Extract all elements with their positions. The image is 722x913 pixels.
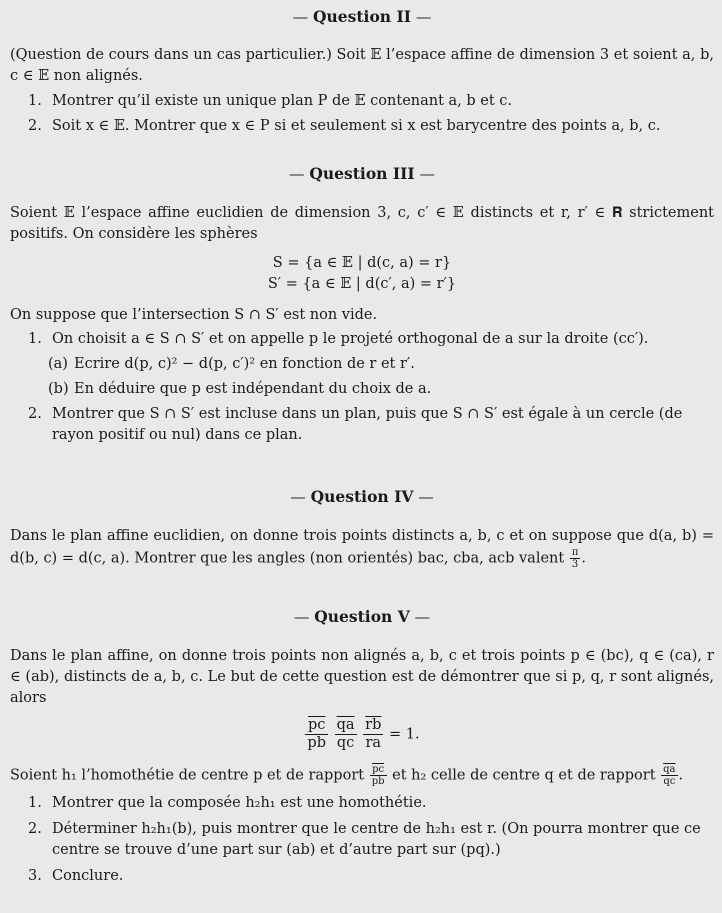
question-5-homotheties: Soient h₁ l’homothétie de centre p et de rapport $\frac{\overline{pc}}{pb}$ et h₂ celle de centre q et de rapport $\frac{\overline{qa}}{qc}$ .: [10, 764, 684, 787]
question-5: [10, 606, 714, 887]
question-5-intro: Dans le plan affine, on donne trois points non alignés a, b, c et trois points p ∈ (bc), q ∈ (ca), r ∈ (ab), distincts de a, b, c. Le but de cette question est de démontrer que si p, q, r sont alignés, alors: [10, 648, 714, 706]
question-4-text: Dans le plan affine euclidien, on donne trois points distincts a, b, c et on suppose que d(a, b) = d(b, c) = d(c, a). Montrer que les angles (non orientés) bac, cba, acb valent $\frac{\pi}{3}$ .: [10, 528, 714, 570]
question-5-list: [10, 793, 714, 887]
question-3: [10, 163, 714, 446]
ratio-pc-pb-small: $\frac{\overline{pc}}{pb}$: [371, 764, 385, 787]
question-4: [10, 486, 714, 570]
list-item: 3. Conclure.: [28, 868, 124, 884]
sub-list: [10, 354, 714, 400]
list-item: 2. Déterminer h₂h₁(b), puis montrer que le centre de h₂h₁ est r. (On pourra montrer que ce centre se trouve d’une part sur (ab) et d’autre part sur (pq).): [28, 821, 701, 858]
list-item: 2. Soit x ∈ 𝔼. Montrer que x ∈ P si et seulement si x est barycentre des points a, b, c.: [28, 118, 661, 134]
sub-list-item: (b) En déduire que p est indépendant du choix de a.: [48, 381, 432, 397]
question-2-intro: (Question de cours dans un cas particulier.) Soit 𝔼 l’espace affine de dimension 3 et soient a, b, c ∈ 𝔼 non alignés.: [10, 47, 714, 84]
ratio-pc-pb: $\frac{\overline{pc}}{pb}$: [307, 717, 326, 751]
list-item: 1. Montrer qu’il existe un unique plan P de 𝔼 contenant a, b et c.: [28, 93, 513, 109]
question-4-title: — Question IV —: [290, 487, 434, 506]
ratio-rb-ra: $\frac{\overline{rb}}{ra}$: [365, 717, 382, 751]
question-5-title: — Question V —: [293, 607, 431, 626]
list-item: 1. Montrer que la composée h₂h₁ est une homothétie.: [28, 795, 427, 811]
spheres-equations: [10, 253, 714, 295]
question-3-list: [10, 329, 714, 446]
question-3-intro: Soient 𝔼 l’espace affine euclidien de dimension 3, c, c′ ∈ 𝔼 distincts et r, r′ ∈ 𝐑 strictement positifs. On considère les sphères: [10, 205, 714, 242]
question-2: [10, 6, 714, 137]
question-2-list: [10, 91, 714, 137]
sub-list-item: (a) Ecrire d(p, c)² − d(p, c′)² en fonction de r et r′.: [48, 356, 415, 372]
ratio-qa-qc-small: $\frac{\overline{qa}}{qc}$: [663, 764, 676, 787]
question-2-title: — Question II —: [292, 7, 432, 26]
menelaus-equation: $\frac{\overline{pc}}{pb}$ $\frac{\overline{qa}}{qc}$ $\frac{\overline{rb}}{ra}$ = 1.: [307, 717, 420, 751]
ratio-qa-qc: $\frac{\overline{qa}}{qc}$: [336, 717, 355, 751]
list-item: 2. Montrer que S ∩ S′ est incluse dans un plan, puis que S ∩ S′ est égale à un cercle (de rayon positif ou nul) dans ce plan.: [28, 406, 683, 443]
pi-over-three: $\frac{\pi}{3}$: [571, 547, 579, 570]
sphere-s-prime-equation: S′ = {a ∈ 𝔼 | d(c′, a) = r′}: [267, 276, 457, 292]
question-3-assumption: On suppose que l’intersection S ∩ S′ est non vide.: [10, 307, 378, 323]
list-item: 1. On choisit a ∈ S ∩ S′ et on appelle p le projeté orthogonal de a sur la droite (cc′). (a) Ecrire d(p, c)² − d(p, c′)² en fonction de r et r′. (b) En déduire que p est indépendant du choix de a.: [10, 329, 714, 400]
question-3-title: — Question III —: [288, 164, 436, 183]
sphere-s-equation: S = {a ∈ 𝔼 | d(c, a) = r}: [272, 255, 452, 271]
